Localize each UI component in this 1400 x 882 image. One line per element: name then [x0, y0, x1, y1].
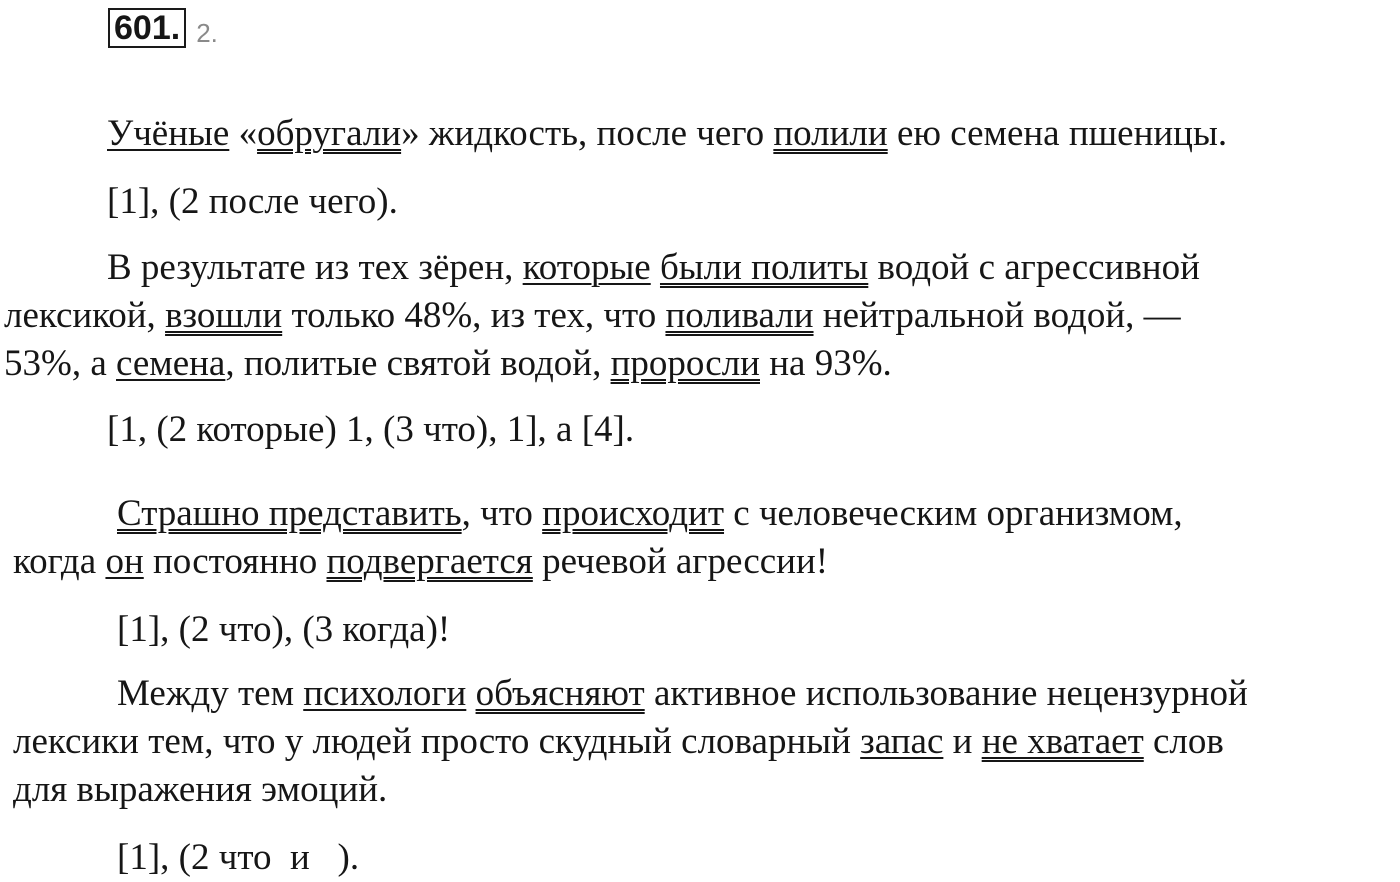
plain-text: водой с агрессивной [868, 247, 1200, 288]
plain-text: В результате из тех зёрен, [107, 247, 523, 288]
plain-text: 53%, а [4, 343, 116, 384]
sentence-scheme: [1], (2 после чего). [107, 181, 398, 222]
text-line [117, 670, 1248, 718]
subject-word: которые [522, 247, 651, 288]
plain-text: « [229, 113, 258, 154]
text-line [4, 340, 892, 388]
plain-text: » жидкость, после чего [401, 113, 774, 154]
plain-text: постоянно [143, 541, 327, 582]
text-line [13, 718, 1224, 766]
plain-text: для выражения эмоций. [13, 769, 388, 810]
subject-word: психологи [303, 673, 467, 714]
plain-text [651, 247, 660, 288]
text-line [107, 110, 1227, 158]
plain-text [466, 673, 475, 714]
predicate-word: Страшно представить [117, 493, 462, 534]
predicate-word: взошли [165, 295, 283, 336]
plain-text: только 48%, из тех, что [282, 295, 666, 336]
exercise-part: 2. [196, 18, 218, 48]
plain-text: лексики тем, что у людей просто скудный словарный [13, 721, 861, 762]
predicate-word: подвергается [326, 541, 533, 582]
predicate-word: происходит [542, 493, 725, 534]
predicate-word: объясняют [475, 673, 645, 714]
segment [107, 113, 1227, 154]
predicate-word: были политы [659, 247, 869, 288]
sentence-scheme: [1, (2 которые) 1, (3 что), 1], а [4]. [107, 409, 635, 450]
subject-word: он [105, 541, 144, 582]
exercise-number: 601. [108, 8, 186, 48]
plain-text: лексикой, [4, 295, 166, 336]
plain-text: когда [13, 541, 106, 582]
predicate-word: обругали [257, 113, 402, 154]
subject-word: семена [116, 343, 226, 384]
sentence-scheme: [1], (2 что и ). [117, 837, 360, 878]
plain-text: слов [1143, 721, 1224, 762]
plain-text: ею семена пшеницы. [887, 113, 1228, 154]
plain-text: Между тем [117, 673, 304, 714]
plain-text: , что [461, 493, 543, 534]
plain-text: на 93%. [760, 343, 892, 384]
predicate-word: не хватает [981, 721, 1144, 762]
text-line [117, 490, 1183, 538]
exercise-header [108, 6, 218, 48]
text-line [4, 292, 1181, 340]
predicate-word: поливали [665, 295, 814, 336]
subject-word: Учёные [107, 113, 230, 154]
text-line [13, 766, 387, 814]
plain-text: активное использование нецензурной [644, 673, 1248, 714]
plain-text: нейтральной водой, — [813, 295, 1181, 336]
predicate-word: проросли [610, 343, 760, 384]
text-line [13, 538, 828, 586]
plain-text: с человеческим организмом, [724, 493, 1183, 534]
predicate-word: полили [773, 113, 888, 154]
plain-text: , политые святой водой, [225, 343, 611, 384]
sentence-scheme: [1], (2 что), (3 когда)! [117, 609, 451, 650]
text-line [107, 244, 1200, 292]
plain-text: речевой агрессии! [532, 541, 829, 582]
subject-word: запас [860, 721, 944, 762]
plain-text: и [943, 721, 982, 762]
